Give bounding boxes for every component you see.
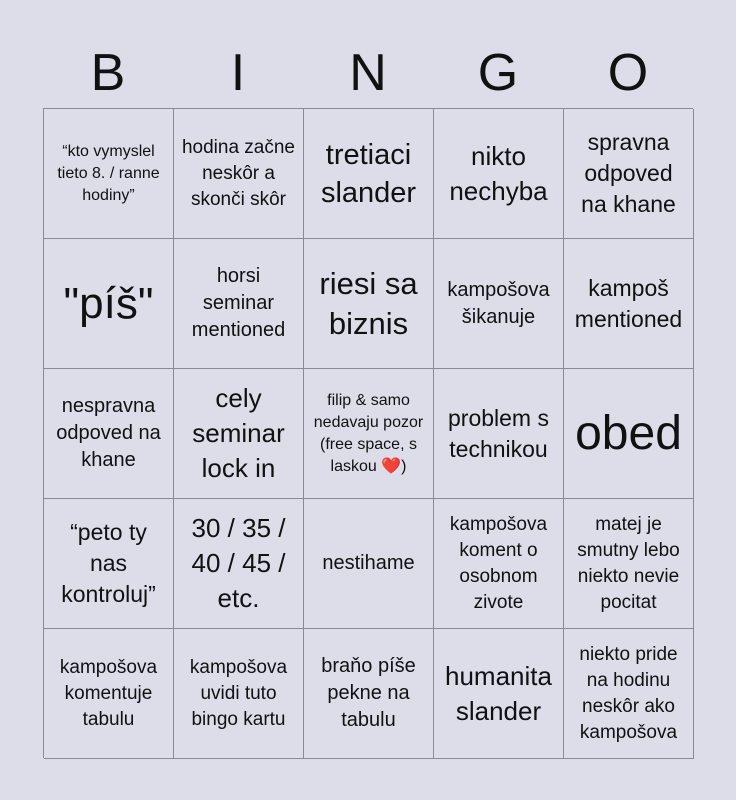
header-letter-i: I xyxy=(230,44,246,102)
bingo-cell-text: cely seminar lock in xyxy=(192,383,285,483)
bingo-cell-text: horsi seminar mentioned xyxy=(191,265,286,341)
bingo-cell-text: nikto nechyba xyxy=(449,140,548,206)
bingo-cell-r1c5[interactable] xyxy=(564,109,694,239)
bingo-cell-text: problem s technikou xyxy=(448,404,549,462)
bingo-cell-r1c3[interactable] xyxy=(304,109,434,239)
bingo-cell-r5c5[interactable] xyxy=(564,629,694,759)
bingo-cell-r2c4[interactable] xyxy=(434,239,564,369)
bingo-cell-text: “kto vymyslel tieto 8. / ranne hodiny” xyxy=(57,142,160,204)
bingo-cell-text: "píš" xyxy=(63,278,154,328)
bingo-cell-r4c1[interactable] xyxy=(44,499,174,629)
bingo-grid xyxy=(43,108,693,758)
bingo-cell-text: filip & samo nedavaju pozor (free space, s laskou ❤️) xyxy=(313,391,424,475)
bingo-cell-text: spravna odpoved na khane xyxy=(581,129,676,217)
header-letter-b: B xyxy=(90,44,126,102)
bingo-cell-r3c3 free-space[interactable] xyxy=(304,369,434,499)
bingo-cell-text: hodina začne neskôr a skonči skôr xyxy=(181,136,296,210)
bingo-cell-r3c5[interactable] xyxy=(564,369,694,499)
bingo-cell-text: obed xyxy=(575,406,682,460)
bingo-cell-text: kampošova koment o osobnom zivote xyxy=(449,513,548,613)
bingo-cell-text: kampoš mentioned xyxy=(574,274,683,332)
bingo-header xyxy=(43,38,693,108)
bingo-cell-r5c2[interactable] xyxy=(174,629,304,759)
bingo-cell-r2c2[interactable] xyxy=(174,239,304,369)
header-letter-n: N xyxy=(349,44,387,102)
bingo-cell-text: braňo píše pekne na tabulu xyxy=(321,655,416,731)
bingo-cell-text: kampošova uvidi tuto bingo kartu xyxy=(189,656,288,730)
bingo-cell-text: kampošova šikanuje xyxy=(447,278,550,328)
bingo-cell-r4c3[interactable] xyxy=(304,499,434,629)
bingo-cell-r1c2[interactable] xyxy=(174,109,304,239)
bingo-cell-r5c3[interactable] xyxy=(304,629,434,759)
bingo-cell-r2c3[interactable] xyxy=(304,239,434,369)
bingo-cell-r3c2[interactable] xyxy=(174,369,304,499)
bingo-cell-text: humanita slander xyxy=(445,660,552,726)
bingo-cell-r4c2[interactable] xyxy=(174,499,304,629)
bingo-cell-r3c4[interactable] xyxy=(434,369,564,499)
bingo-cell-r2c1[interactable] xyxy=(44,239,174,369)
header-letter-o: O xyxy=(607,44,649,102)
bingo-cell-r2c5[interactable] xyxy=(564,239,694,369)
bingo-cell-text: nestihame xyxy=(322,552,415,574)
bingo-cell-r5c4[interactable] xyxy=(434,629,564,759)
bingo-cell-text: kampošova komentuje tabulu xyxy=(59,656,158,730)
bingo-cell-r1c1[interactable] xyxy=(44,109,174,239)
bingo-cell-text: 30 / 35 / 40 / 45 / etc. xyxy=(191,513,286,613)
bingo-cell-text: nespravna odpoved na khane xyxy=(56,395,161,471)
bingo-cell-text: matej je smutny lebo niekto nevie pocitat xyxy=(577,513,680,613)
bingo-cell-r5c1[interactable] xyxy=(44,629,174,759)
header-letter-g: G xyxy=(477,44,519,102)
bingo-cell-r1c4[interactable] xyxy=(434,109,564,239)
bingo-cell-text: tretiaci slander xyxy=(320,138,417,209)
bingo-cell-text: riesi sa biznis xyxy=(319,265,418,341)
bingo-cell-r4c4[interactable] xyxy=(434,499,564,629)
bingo-cell-r3c1[interactable] xyxy=(44,369,174,499)
bingo-cell-text: niekto pride na hodinu neskôr ako kampošova xyxy=(579,643,678,743)
bingo-cell-r4c5[interactable] xyxy=(564,499,694,629)
bingo-cell-text: “peto ty nas kontroluj” xyxy=(61,519,156,607)
